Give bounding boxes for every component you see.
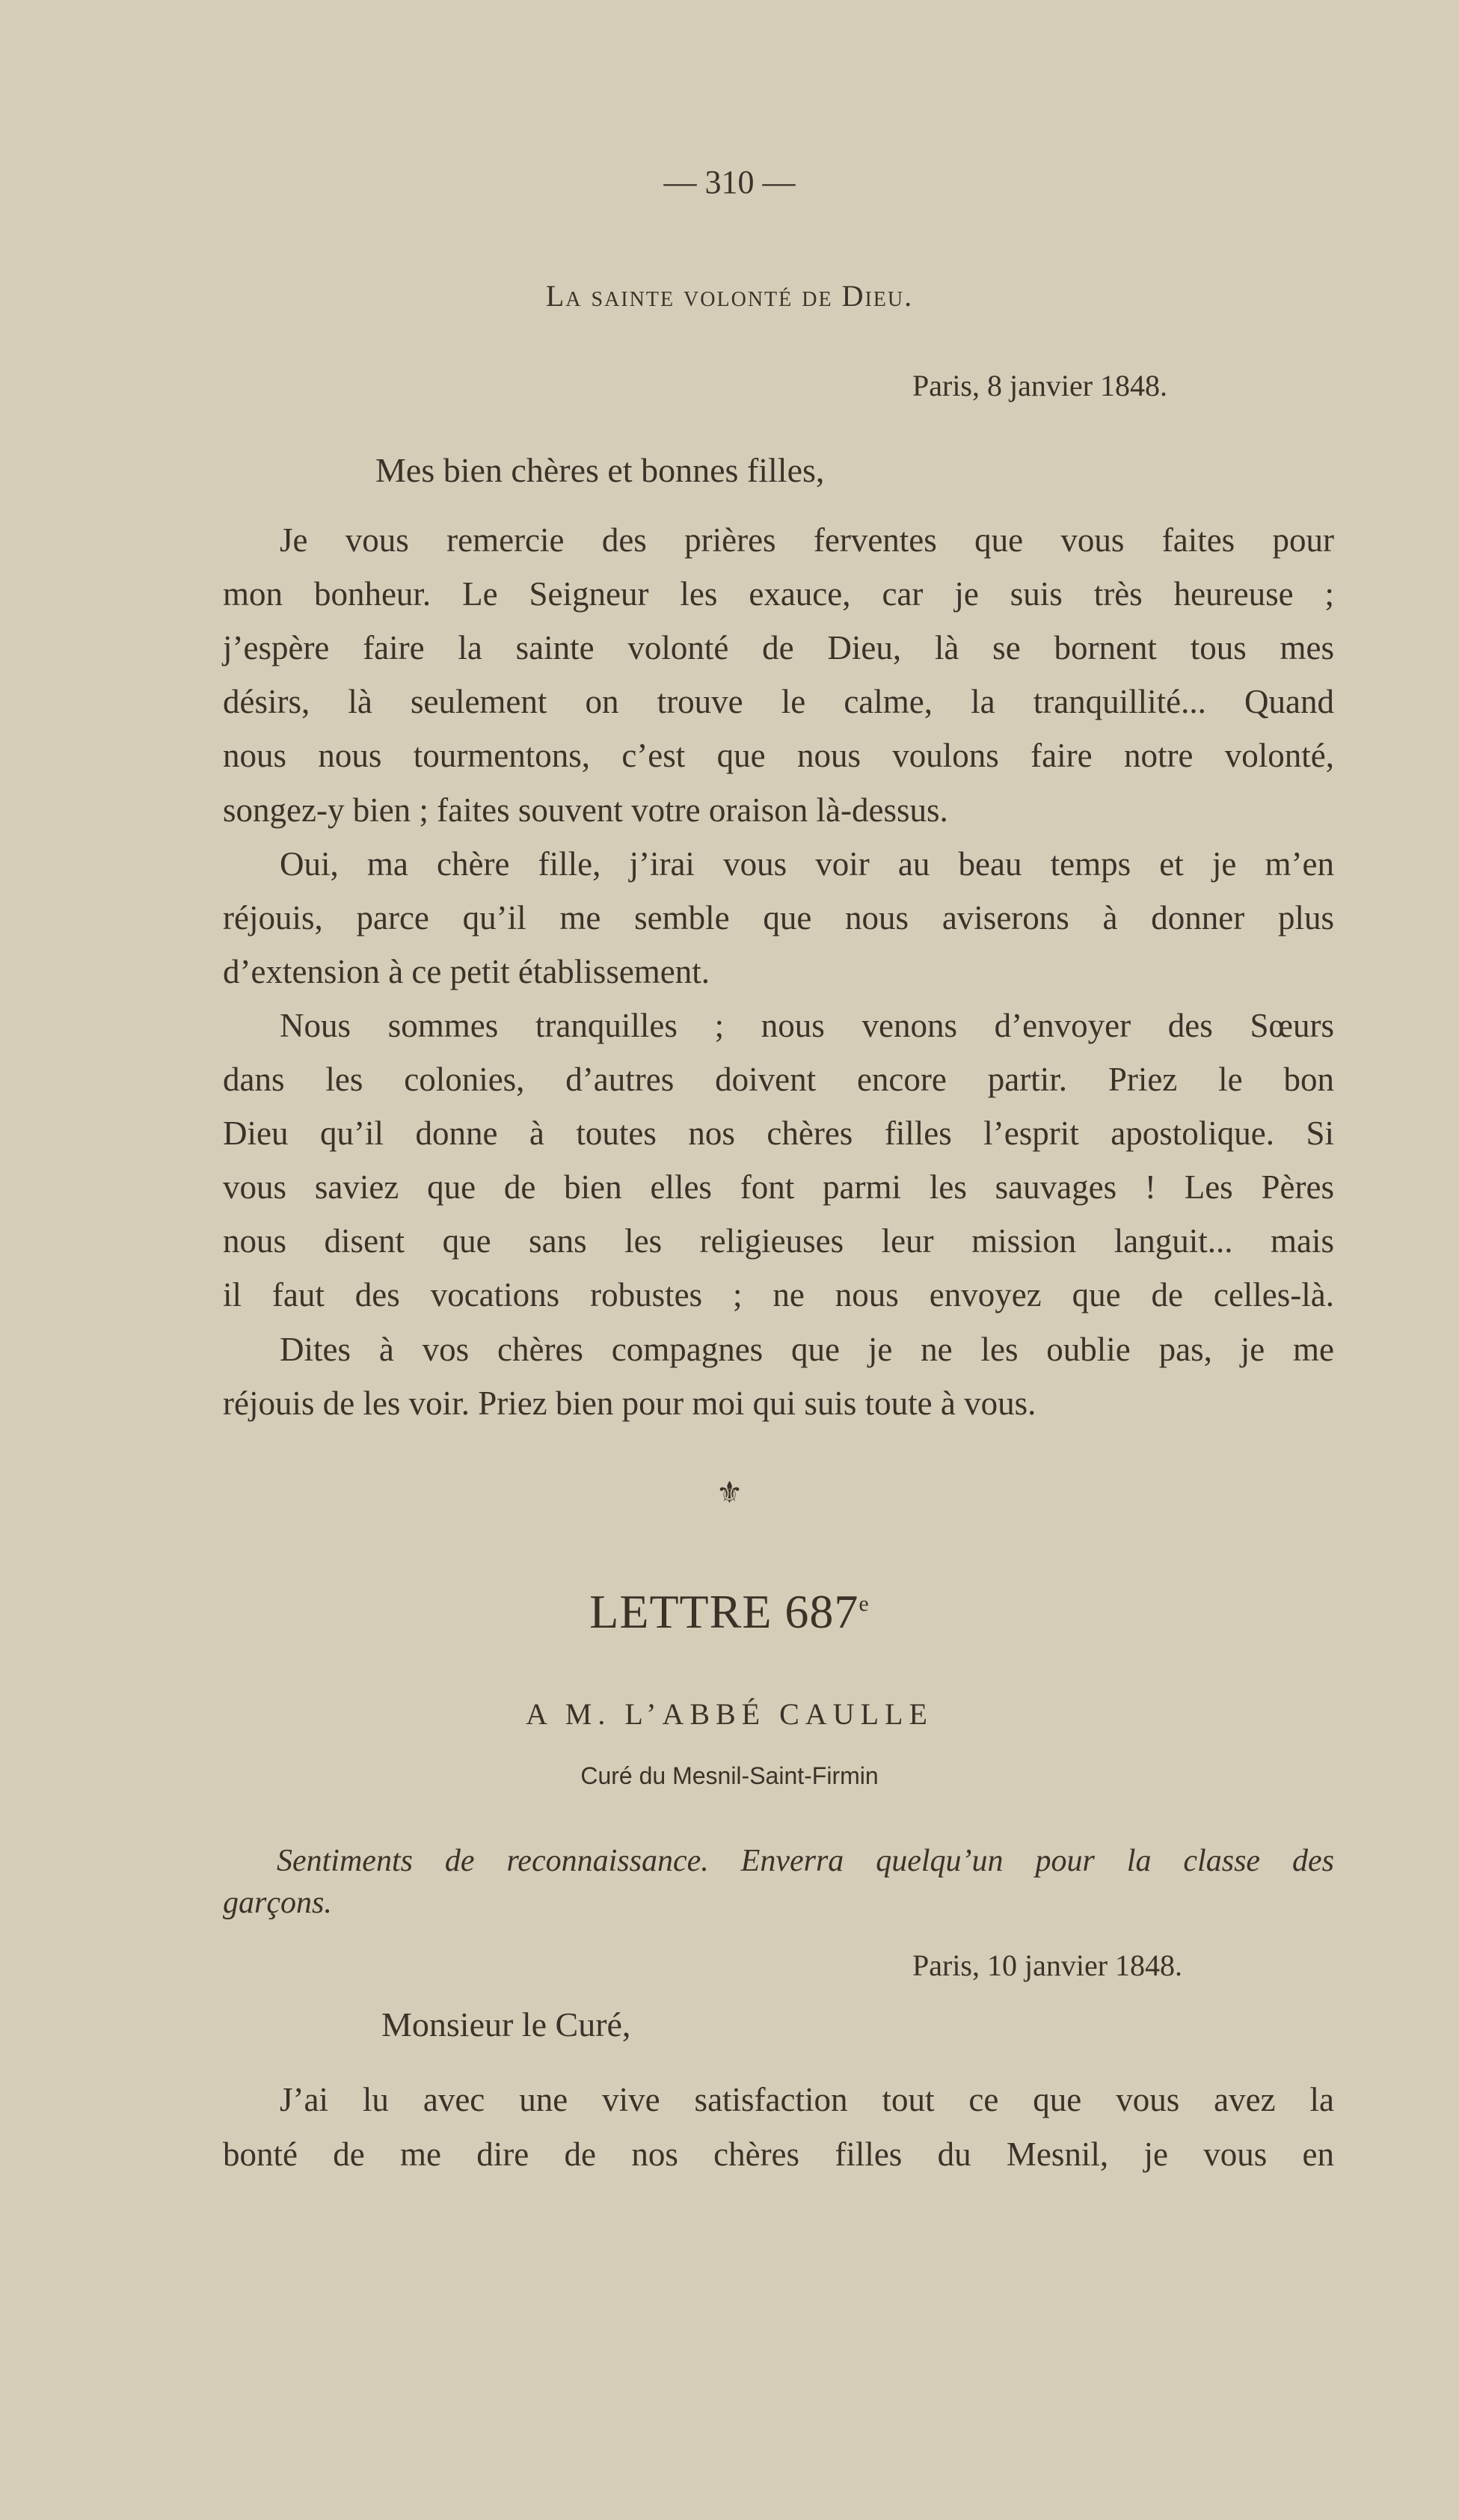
- text-line: j’espère faire la sainte volonté de Dieu, là se bornent tous mes: [223, 629, 1334, 667]
- text-line: Oui, ma chère fille, j’irai vous voir au beau temps et je m’en: [280, 844, 1334, 883]
- text-line: songez-y bien ; faites souvent votre oraison là-dessus.: [223, 791, 948, 829]
- text-line: nous nous tourmentons, c’est que nous voulons faire notre volonté,: [223, 737, 1334, 775]
- letter-title-superscript: e: [858, 1591, 870, 1616]
- salutation: Mes bien chères et bonnes filles,: [375, 451, 825, 489]
- text-line: J’ai lu avec une vive satisfaction tout ce que vous avez la: [280, 2081, 1334, 2118]
- text-line: bonté de me dire de nos chères filles du Mesnil, je vous en: [223, 2136, 1334, 2173]
- ornament-icon: ⚜: [716, 1476, 743, 1509]
- letter-summary: Sentiments de reconnaissance. Enverra quelqu’un pour la classe des: [277, 1844, 1334, 1878]
- letter-summary-continued: garçons.: [223, 1886, 332, 1920]
- text-line: vous saviez que de bien elles font parmi les sauvages ! Les Pères: [223, 1168, 1334, 1207]
- text-line: réjouis, parce qu’il me semble que nous aviserons à donner plus: [223, 898, 1334, 936]
- text-line: Nous sommes tranquilles ; nous venons d’envoyer des Sœurs: [280, 1006, 1334, 1044]
- text-line: désirs, là seulement on trouve le calme, la tranquillité... Quand: [223, 683, 1334, 721]
- letter-title: [0, 1584, 1459, 1640]
- letter-title-text: LETTRE 687: [589, 1585, 859, 1638]
- page-number: — 310 —: [663, 164, 796, 200]
- text-line: d’extension à ce petit établissement.: [223, 952, 710, 990]
- text-line: dans les colonies, d’autres doivent encore partir. Priez le bon: [223, 1061, 1334, 1098]
- text-line: Dites à vos chères compagnes que je ne les oublie pas, je me: [280, 1330, 1334, 1368]
- text-line: Dieu qu’il donne à toutes nos chères filles l’esprit apostolique. Si: [223, 1115, 1334, 1153]
- letter-date: Paris, 8 janvier 1848.: [912, 369, 1168, 402]
- letter-date: Paris, 10 janvier 1848.: [912, 1949, 1183, 1982]
- salutation: Monsieur le Curé,: [381, 2005, 631, 2044]
- text-line: il faut des vocations robustes ; ne nous envoyez que de celles-là.: [223, 1276, 1334, 1314]
- recipient-subtitle: Curé du Mesnil-Saint-Firmin: [580, 1762, 879, 1789]
- recipient: A M. L’ABBÉ CAULLE: [526, 1697, 933, 1731]
- text-line: Je vous remercie des prières ferventes que vous faites pour: [280, 521, 1334, 559]
- text-line: réjouis de les voir. Priez bien pour moi qui suis toute à vous.: [223, 1384, 1036, 1422]
- text-line: nous disent que sans les religieuses leur mission languit... mais: [223, 1222, 1334, 1260]
- section-title: La sainte volonté de Dieu.: [545, 279, 914, 313]
- text-line: mon bonheur. Le Seigneur les exauce, car je suis très heureuse ;: [223, 575, 1334, 613]
